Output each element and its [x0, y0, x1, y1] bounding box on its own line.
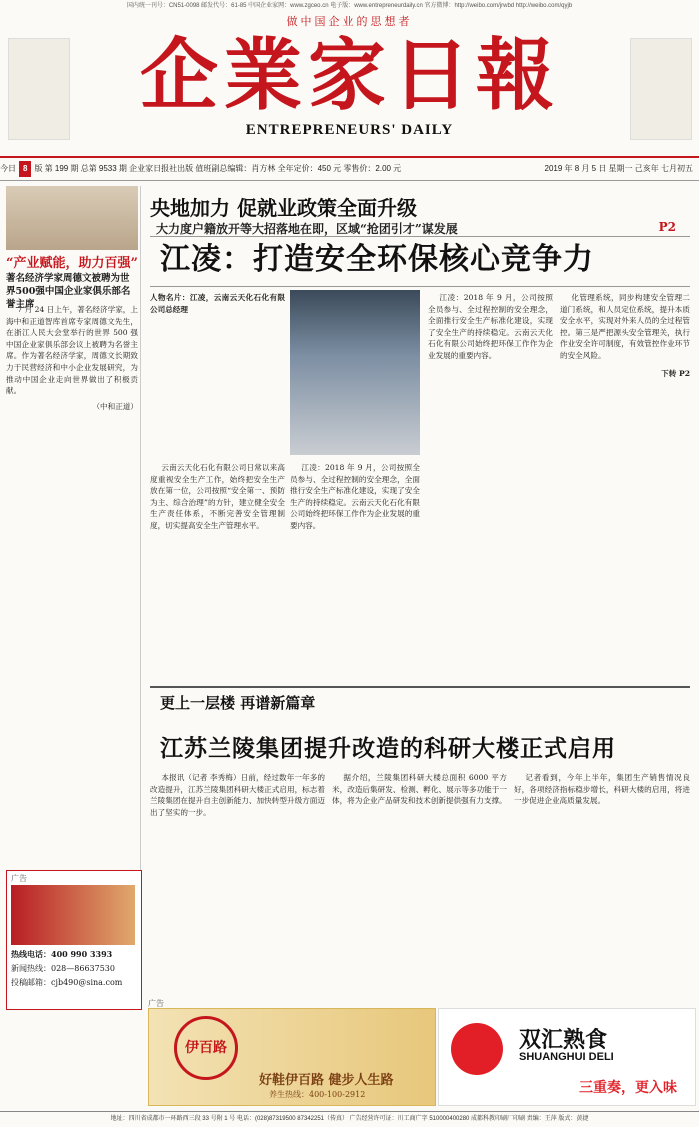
- page-count: 8: [19, 161, 31, 177]
- section-divider: [150, 686, 690, 688]
- masthead-english: ENTREPRENEURS' DAILY: [245, 122, 454, 138]
- ad-hotline: 热线电话：400 990 3393: [11, 949, 113, 959]
- left-subhead: 著名经济学家周德文被聘为世界500强中国企业家俱乐部名誉主席: [6, 273, 131, 310]
- left-body: 7 月 24 日上午，著名经济学家，上海中和正道智库首席专家周德文先生，在浙江人民大会堂举行的世界 500 强中国企业家俱乐部会议上被聘为名誉主席。作为著名经济学家，周德文长期致力于民营经济和中小企业发展研究，为推动中国企业走向世界做出了积极贡献。 （中和正道）: [6, 305, 138, 411]
- yibailu-ad-title: 好鞋伊百路 健步人生路: [259, 1073, 394, 1088]
- portrait-photo: [290, 290, 420, 455]
- shuanghui-ad-title: 双汇熟食: [519, 1027, 608, 1053]
- top-info-bar: 国内统一刊号：CN51-0098 邮发代号：61-85 中国企业家网：www.zgceo.cn 电子版：www.entrepreneurdaily.cn 官方微博：http://weibo.com/jrwbd http://weibo.com/qyjb: [126, 3, 573, 9]
- yibailu-ad-phone: 养生热线：400-100-2912: [269, 1090, 366, 1099]
- story2-col-3: 记者看到，今年上半年，集团生产销售情况良好，各项经济指标稳步增长，科研大楼的启用，将进一步促进企业高质量发展。: [514, 773, 690, 806]
- left-headline[interactable]: “产业赋能，助力百强”: [6, 256, 138, 271]
- issue-details: 版 第 199 期 总第 9533 期 企业家日报社出版 值班副总编辑：肖方林 全年定价：450 元 零售价：2.00 元: [34, 164, 402, 173]
- moutai-ad-image: [11, 885, 135, 945]
- story2-col-2: 据介绍，兰陵集团科研大楼总面积 6000 平方米，改造后集研发、检测、孵化、展示等多功能于一体，将为企业产品研发和技术创新提供强有力支撑。: [332, 773, 507, 806]
- left-source: （中和正道）: [92, 401, 138, 411]
- story2-headline[interactable]: 江苏兰陵集团提升改造的科研大楼正式启用: [160, 735, 616, 762]
- issue-date: 2019 年 8 月 5 日 星期一 己亥年 七月初五: [544, 164, 693, 173]
- shuanghui-logo-icon: [451, 1023, 503, 1075]
- deck-page-ref[interactable]: P2: [658, 220, 676, 234]
- today-label: 今日: [0, 164, 16, 173]
- left-ad-label: 广告: [11, 874, 27, 883]
- masthead-title: 企業家日報: [139, 30, 560, 121]
- divider: [150, 286, 690, 287]
- issue-info-bar: [0, 156, 699, 181]
- profile-card: 人物名片：江凌，云南云天化石化有限公司总经理: [150, 293, 285, 314]
- shuanghui-ad[interactable]: [438, 1008, 696, 1106]
- main-deck: 大力度户籍放开等大招落地在即，区域“抢团引才”谋发展 P2: [156, 220, 676, 236]
- left-ad-box: [6, 870, 142, 1010]
- main-headline[interactable]: 江凌：打造安全环保核心竞争力: [160, 242, 594, 277]
- story2-col-1: 本报讯（记者 李秀梅）日前，经过数年一年多的改造提升，江苏兰陵集团科研大楼正式启用，标志着兰陵集团在提升自主创新能力、加快转型升级方面迈出了坚实的一步。: [150, 773, 325, 817]
- divider: [150, 236, 690, 237]
- shuanghui-ad-en: SHUANGHUI DELI: [519, 1051, 614, 1063]
- news-hotline: 新闻热线：028—86637530: [11, 964, 115, 973]
- story2-kicker[interactable]: 更上一层楼 再谱新篇章: [160, 694, 316, 712]
- bottom-ad-label: 广告: [148, 999, 164, 1008]
- shuanghui-ad-slogan: 三重奏，更入味: [579, 1080, 677, 1096]
- slogan: 做中国企业的思想者: [286, 15, 413, 28]
- continued-ref[interactable]: 下转 P2: [661, 368, 690, 378]
- article-col-4: 化管理系统，同步构建安全管理二道门系统，和人员定位系统，提升本质安全水平，实现对外来人员的全过程管控。第三是严把源头安全管理关，执行作业安全许可制度，有效管控作业环节的安全风险。 下转 P2: [560, 293, 690, 378]
- main-kicker[interactable]: 央地加力 促就业政策全面升级: [150, 196, 417, 220]
- article-col-3: 江凌：2018 年 9 月，公司按照全员参与、全过程控制的安全理念，全面推行安全生产标准化建设，实现了安全生产的持续稳定。云南云天化石化有限公司始终把环保工作作为企业发展的重要内容。: [428, 293, 553, 360]
- masthead: [120, 28, 580, 123]
- submit-email: 投稿邮箱：cjb490@sina.com: [11, 978, 123, 987]
- left-photo: [6, 186, 138, 250]
- article-col-2: 江凌：2018 年 9 月，公司按照全员参与、全过程控制的安全理念，全面推行安全生产标准化建设，实现了安全生产的持续稳定。云南云天化石化有限公司始终把环保工作作为企业发展的重要内容。: [290, 463, 420, 530]
- page-footer: 地址：四川省成都市一环路西三段 33 号附 1 号 电话：(028)87319500 87342251（传真） 广告经营许可证：川工商广字 510000400280 成都科教印刷厂印刷 责编：王萍 版式：黄捷: [0, 1111, 699, 1127]
- yibailu-seal: 伊百路: [174, 1016, 238, 1080]
- article-col-1: 云南云天化石化有限公司日常以来高度重视安全生产工作，始终把安全生产放在第一位，公司按照“安全第一、预防为主、综合治理”的方针，建立健全安全生产责任体系，不断完善安全管理制度，切实提高安全生产管理水平。: [150, 463, 285, 530]
